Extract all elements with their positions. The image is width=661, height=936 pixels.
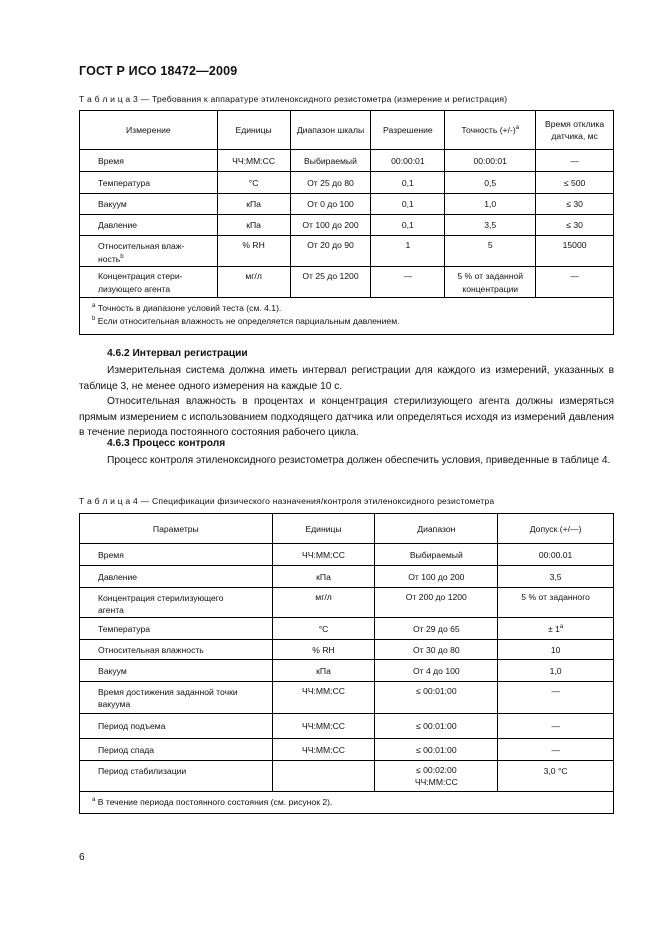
- cell-accuracy: [445, 267, 536, 298]
- section-title-463: 4.6.3 Процесс контроля: [107, 438, 226, 449]
- cell-accuracy: 5: [445, 236, 536, 267]
- table4-header: Допуск (+/—): [498, 514, 614, 544]
- table3-notes-row: [80, 298, 614, 335]
- cell-units: % RH: [217, 236, 290, 267]
- table-row: [80, 267, 614, 298]
- table3-header-text: Точность (+/-): [461, 125, 516, 135]
- table4-caption-label: Т а б л и ц а 4: [79, 496, 138, 506]
- cell-resolution: 0,1: [371, 194, 445, 215]
- note-text: Точность в диапазоне условий теста (см. 4.1).: [95, 303, 282, 313]
- table4-caption: [79, 496, 494, 506]
- cell-tolerance: 1,0: [498, 660, 614, 682]
- cell-param: Вакуум: [80, 660, 273, 682]
- cell-tolerance: 3,5: [498, 566, 614, 588]
- table3-caption-text: — Требования к аппаратуре этиленоксидного резистометра (измерение и регистрация): [137, 94, 508, 104]
- table3-header: [445, 111, 536, 150]
- cell-param: Период стабилизации: [80, 761, 273, 792]
- table-row: [80, 761, 614, 792]
- cell-response: ≤ 500: [536, 172, 614, 194]
- table-row: [80, 215, 614, 236]
- cell-measure: Время: [80, 150, 218, 172]
- cell-param: Период подъема: [80, 714, 273, 739]
- table3-caption: [79, 94, 507, 104]
- cell-param: Время: [80, 544, 273, 566]
- footnote-mark: a: [559, 623, 564, 630]
- cell-range: [375, 761, 498, 792]
- cell-range: От 200 до 1200: [375, 588, 498, 618]
- table-row: [80, 660, 614, 682]
- table4-header: Единицы: [272, 514, 375, 544]
- table4-header: Диапазон: [375, 514, 498, 544]
- footnote-mark: b: [92, 316, 96, 323]
- cell-units: [272, 761, 375, 792]
- table4-header-row: [80, 514, 614, 544]
- cell-tolerance: —: [498, 714, 614, 739]
- cell-range: От 29 до 65: [375, 618, 498, 640]
- table3-notes: [80, 298, 614, 335]
- table-row: [80, 194, 614, 215]
- table-row: [80, 150, 614, 172]
- cell-measure: Температура: [80, 172, 218, 194]
- cell-units: °С: [272, 618, 375, 640]
- table3-header: Диапазон шкалы: [290, 111, 371, 150]
- cell-range: От 100 до 200: [290, 215, 371, 236]
- cell-response: ≤ 30: [536, 194, 614, 215]
- cell-param: [80, 588, 273, 618]
- table-row: [80, 236, 614, 267]
- table-row: [80, 172, 614, 194]
- cell-range: От 30 до 80: [375, 640, 498, 660]
- cell-units: кПа: [272, 566, 375, 588]
- cell-measure: Вакуум: [80, 194, 218, 215]
- section-462-p1: Измерительная система должна иметь интервал регистрации для каждого из измерений, указанных в таблице 3, не менее одного измерения на каждые 10 с.: [79, 365, 614, 392]
- cell-resolution: 0,1: [371, 215, 445, 236]
- cell-param: Относительная влажность: [80, 640, 273, 660]
- cell-units: % RH: [272, 640, 375, 660]
- cell-tolerance: 5 % от заданного: [498, 588, 614, 618]
- cell-range: От 4 до 100: [375, 660, 498, 682]
- cell-measure: Давление: [80, 215, 218, 236]
- cell-range: От 20 до 90: [290, 236, 371, 267]
- cell-line: лизующего агента: [98, 284, 171, 294]
- table-row: [80, 588, 614, 618]
- cell-tolerance: —: [498, 682, 614, 714]
- cell-response: —: [536, 150, 614, 172]
- cell-param: Период спада: [80, 739, 273, 761]
- cell-accuracy: 0,5: [445, 172, 536, 194]
- table-row: [80, 544, 614, 566]
- section-title-462: 4.6.2 Интервал регистрации: [107, 348, 248, 359]
- section-462-p2: Относительная влажность в процентах и концентрация стерилизующего агента должны измеряться прямым измерением с использованием подходящего датчика или определяться исходя из измерений давления в течение периода постоянного состояния рабочего цикла.: [79, 396, 614, 438]
- cell-line: ≤ 00:02:00: [416, 765, 457, 775]
- cell-accuracy: 3,5: [445, 215, 536, 236]
- cell-resolution: 0,1: [371, 172, 445, 194]
- cell-response: —: [536, 267, 614, 298]
- footnote-mark: a: [92, 797, 96, 804]
- cell-range: От 25 до 1200: [290, 267, 371, 298]
- cell-line: Относительная влаж-: [98, 241, 185, 251]
- cell-line: ЧЧ:ММ:СС: [414, 777, 458, 787]
- cell-units: мг/л: [272, 588, 375, 618]
- cell-line: концентрации: [462, 284, 519, 294]
- cell-units: ЧЧ:ММ:СС: [272, 682, 375, 714]
- table-row: [80, 714, 614, 739]
- cell-accuracy: 00:00:01: [445, 150, 536, 172]
- cell-line-text: ность: [98, 254, 121, 264]
- cell-units: °С: [217, 172, 290, 194]
- note-text: Если относительная влажность не определяется парциальным давлением.: [95, 316, 400, 326]
- cell-response: ≤ 30: [536, 215, 614, 236]
- cell-range: Выбираемый: [375, 544, 498, 566]
- table3-header: Единицы: [217, 111, 290, 150]
- page-number: 6: [79, 852, 85, 863]
- cell-tolerance: [498, 618, 614, 640]
- cell-line: Концентрация стери-: [98, 271, 183, 281]
- cell-resolution: 1: [371, 236, 445, 267]
- cell-units: ЧЧ:ММ:СС: [272, 714, 375, 739]
- cell-units: ЧЧ:ММ:СС: [217, 150, 290, 172]
- cell-line: 5 % от заданной: [457, 271, 524, 281]
- table-row: [80, 739, 614, 761]
- table3-header-row: [80, 111, 614, 150]
- cell-measure: [80, 267, 218, 298]
- cell-units: кПа: [272, 660, 375, 682]
- cell-line: агента: [98, 605, 124, 615]
- cell-line: вакуума: [98, 699, 131, 709]
- cell-tolerance: 3,0 °С: [498, 761, 614, 792]
- cell-measure: [80, 236, 218, 267]
- table3-header: Время отклика датчика, мс: [536, 111, 614, 150]
- cell-units: ЧЧ:ММ:СС: [272, 739, 375, 761]
- cell-accuracy: 1,0: [445, 194, 536, 215]
- document-header: ГОСТ Р ИСО 18472—2009: [79, 64, 238, 78]
- cell-range: ≤ 00:01:00: [375, 682, 498, 714]
- cell-range: От 25 до 80: [290, 172, 371, 194]
- cell-tolerance: 10: [498, 640, 614, 660]
- cell-tolerance: —: [498, 739, 614, 761]
- table3-caption-label: Т а б л и ц а 3: [79, 94, 138, 104]
- table-3: [79, 110, 614, 335]
- cell-resolution: 00:00:01: [371, 150, 445, 172]
- section-463-p1: Процесс контроля этиленоксидного резистометра должен обеспечить условия, приведенные в таблице 4.: [107, 455, 611, 466]
- cell-tolerance: 00:00.01: [498, 544, 614, 566]
- footnote-mark: b: [120, 254, 124, 261]
- cell-param: [80, 682, 273, 714]
- cell-units: мг/л: [217, 267, 290, 298]
- footnote-mark: a: [92, 303, 96, 310]
- table-row: [80, 682, 614, 714]
- cell-units: кПа: [217, 194, 290, 215]
- table3-header: Измерение: [80, 111, 218, 150]
- table4-notes: [80, 792, 614, 814]
- cell-resolution: —: [371, 267, 445, 298]
- tolerance-text: ± 1: [547, 623, 560, 634]
- table-row: [80, 618, 614, 640]
- cell-line: Время достижения заданной точки: [98, 687, 238, 697]
- cell-units: ЧЧ:ММ:СС: [272, 544, 375, 566]
- cell-param: Температура: [80, 618, 273, 640]
- cell-range: От 100 до 200: [375, 566, 498, 588]
- table-row: [80, 566, 614, 588]
- table4-note: [92, 796, 603, 809]
- table3-note: [92, 302, 603, 315]
- cell-range: ≤ 00:01:00: [375, 739, 498, 761]
- table3-header: Разрешение: [371, 111, 445, 150]
- footnote-mark: a: [515, 125, 520, 132]
- note-text: В течение периода постоянного состояния (см. рисунок 2).: [95, 797, 333, 807]
- cell-range: ≤ 00:01:00: [375, 714, 498, 739]
- cell-response: 15000: [536, 236, 614, 267]
- table4-notes-row: [80, 792, 614, 814]
- cell-range: Выбираемый: [290, 150, 371, 172]
- cell-units: кПа: [217, 215, 290, 236]
- cell-param: Давление: [80, 566, 273, 588]
- table-row: [80, 640, 614, 660]
- cell-range: От 0 до 100: [290, 194, 371, 215]
- table3-note: [92, 315, 603, 328]
- table4-caption-text: — Спецификации физического назначения/контроля этиленоксидного резистометра: [137, 496, 495, 506]
- table-4: [79, 513, 614, 814]
- table4-header: Параметры: [80, 514, 273, 544]
- cell-line: [98, 253, 214, 266]
- cell-line: Концентрация стерилизующего: [98, 593, 224, 603]
